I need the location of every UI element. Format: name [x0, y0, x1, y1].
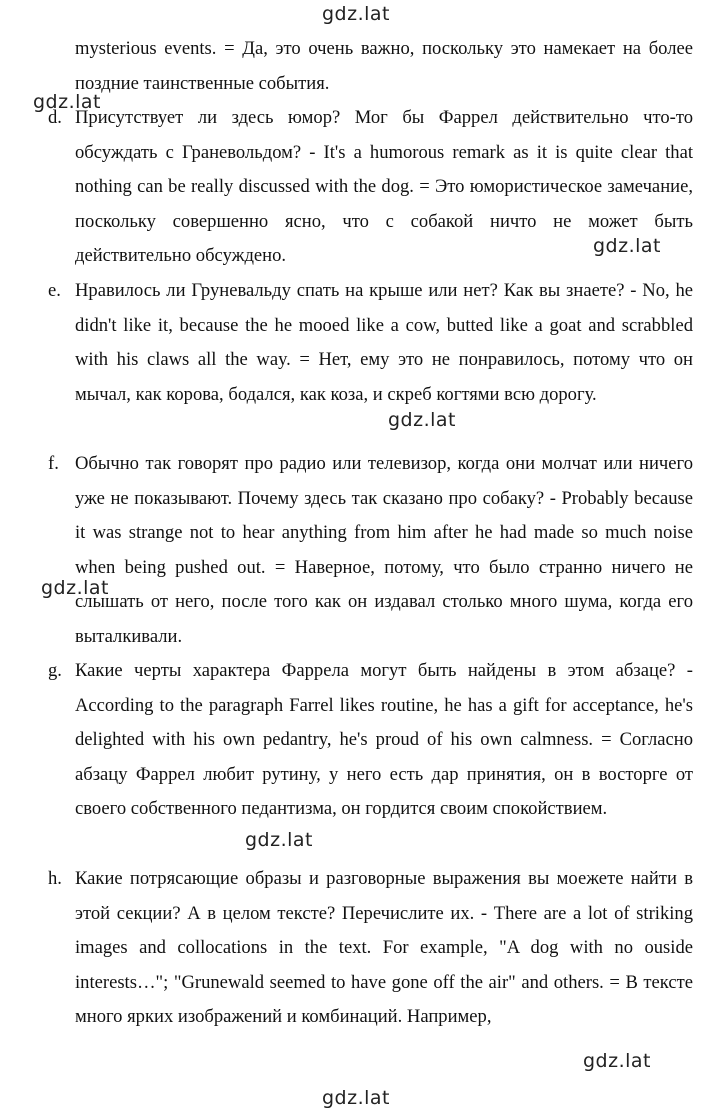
- watermark: gdz.lat: [388, 409, 457, 431]
- item-letter: d.: [48, 107, 62, 128]
- watermark: gdz.lat: [593, 235, 662, 257]
- item-letter: e.: [48, 280, 61, 301]
- watermark: gdz.lat: [245, 829, 314, 851]
- item-text: Какие потрясающие образы и разговорные выражения вы моежете найти в этой секции? А в целом тексте? Перечислите их. - There are a lot of striking images and collocations in the text. For example, "A dog with no ouside interests…"; "Grunewald seemed to have gone off the air" and others. = В тексте много ярких изображений и комбинаций. Например,: [75, 868, 693, 1027]
- item-text: Присутствует ли здесь юмор? Мог бы Фаррел действительно что-то обсуждать с Граневольдом? - It's a humorous remark as it is quite clear that nothing can be really discussed with the dog. = Это юмористическое замечание, поскольку совершенно ясно, что с собакой ничто не может быть действительно обсуждено.: [75, 107, 693, 266]
- item-text: Обычно так говорят про радио или телевизор, когда они молчат или ничего уже не показывают. Почему здесь так сказано про собаку? - Probably because it was strange not to hear anything from him after he had made so much noise when being pushed out. = Наверное, потому, что было странно ничего не слышать от него, после того как он издавал столько много шума, когда его выталкивали.: [75, 453, 693, 647]
- watermark: gdz.lat: [33, 91, 102, 113]
- item-text: Какие черты характера Фаррела могут быть найдены в этом абзаце? - According to the paragraph Farrel likes routine, he has a gift for acceptance, he's delighted with his own pedantry, he's proud of his own calmness. = Согласно абзацу Фаррел любит рутину, у него есть дар принятия, он в восторге от своего собственного педантизма, он гордится своим спокойствием.: [75, 660, 693, 819]
- watermark: gdz.lat: [41, 577, 110, 599]
- continuation-paragraph: [75, 32, 693, 101]
- item-letter: f.: [48, 453, 59, 474]
- item-letter: h.: [48, 868, 62, 889]
- watermark: gdz.lat: [322, 3, 391, 25]
- watermark: gdz.lat: [583, 1050, 652, 1072]
- item-letter: g.: [48, 660, 62, 681]
- continuation-text: mysterious events. = Да, это очень важно, поскольку это намекает на более поздние таинственные события.: [75, 38, 693, 94]
- item-text: Нравилось ли Груневальду спать на крыше или нет? Как вы знаете? - No, he didn't like it, because the he mooed like a cow, butted like a goat and scrabbled with his claws all the way. = Нет, ему это не понравилось, потому что он мычал, как корова, бодался, как коза, и скреб когтями всю дорогу.: [75, 280, 693, 405]
- watermark: gdz.lat: [322, 1087, 391, 1109]
